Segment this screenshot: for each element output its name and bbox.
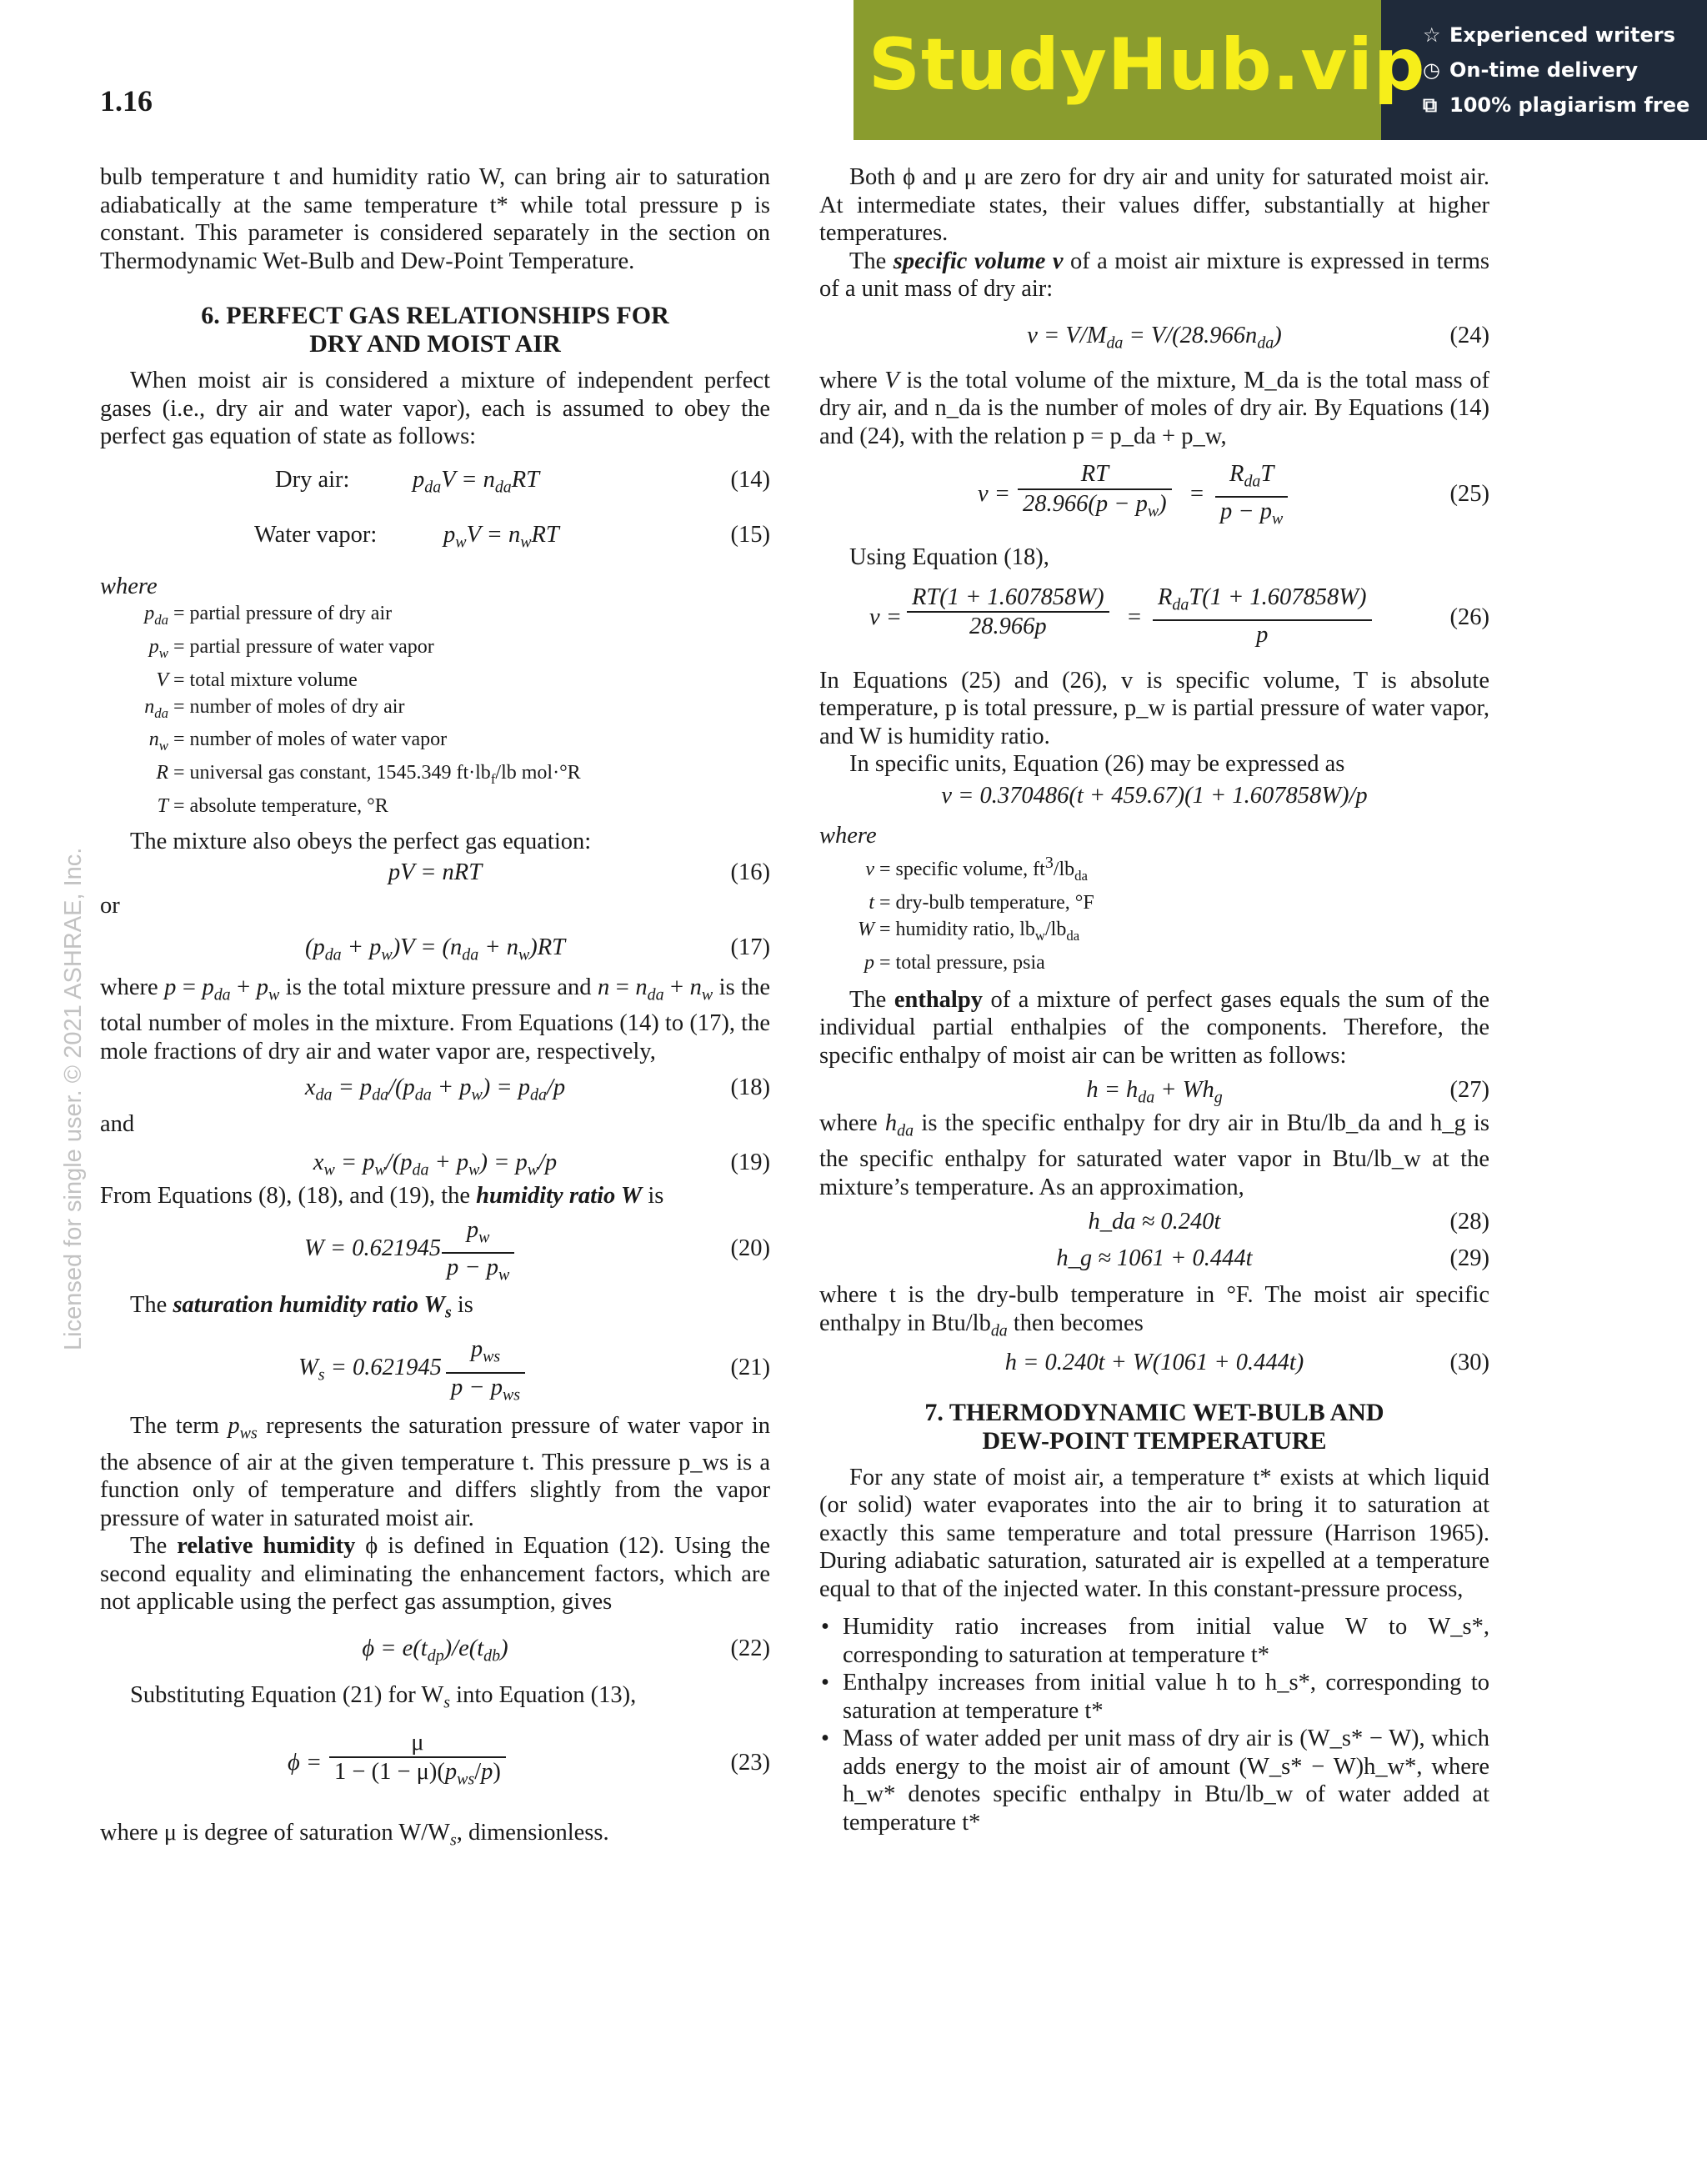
connector-text: and bbox=[100, 1111, 135, 1138]
equation-26-units: v = 0.370486(t + 459.67)(1 + 1.607858W)/p bbox=[941, 782, 1368, 809]
paragraph: The mixture also obeys the perfect gas equation: bbox=[130, 828, 592, 854]
equation-17: $(p_{da} + p_w)V = (n_{da} + n_w)RT$ (17) bbox=[304, 934, 770, 964]
paragraph: Substituting Equation (21) for $W_s$ into Equation (13), bbox=[130, 1681, 637, 1712]
equation-24: $v = V/M_{da} = V/(28.966n_{da})$ (24) bbox=[1027, 322, 1489, 353]
equation-15: Water vapor: $p_wV = n_wRT$ (15) bbox=[254, 521, 770, 552]
section-heading: 7. THERMODYNAMIC WET-BULB AND bbox=[924, 1398, 1384, 1426]
list-item: • Humidity ratio increases from initial value W to W_s*, corresponding to saturation at temperature t* bbox=[819, 1613, 1489, 1669]
paragraph: In specific units, Equation (26) may be expressed as bbox=[849, 751, 1345, 777]
equation-30: h = 0.240t + W(1061 + 0.444t) (30) bbox=[1004, 1349, 1489, 1375]
star-icon: ☆ bbox=[1423, 23, 1441, 47]
left-column bbox=[100, 163, 770, 1855]
section-heading: DRY AND MOIST AIR bbox=[309, 330, 561, 358]
equation-22: $\phi = e(t_{dp})/e(t_{db})$ (22) bbox=[362, 1635, 770, 1666]
paragraph: where V is the total volume of the mixture, M_da is the total mass of dry air, and n_da is the number of moles of dry air. By Equations (14) and (24), with the relation p = p_da + p_w, bbox=[819, 367, 1489, 449]
equation-29: h_g ≈ 1061 + 0.444t (29) bbox=[1056, 1245, 1489, 1272]
paragraph: For any state of moist air, a temperature t* exists at which liquid (or solid) water evaporates into the air to bring it to saturation at exactly this same temperature and total pressure (Harrison 1965). During adiabatic saturation, saturated air is expelled at a temperature equal to that of the injected water. In this constant-pressure process, bbox=[819, 1464, 1489, 1602]
paragraph: The saturation humidity ratio $W_s$ is bbox=[130, 1292, 473, 1322]
paragraph: In Equations (25) and (26), v is specific volume, T is absolute temperature, p is total pressure, p_w is partial pressure of water vapor, and W is humidity ratio. bbox=[819, 667, 1489, 749]
section-heading: 6. PERFECT GAS RELATIONSHIPS FOR bbox=[201, 302, 669, 329]
paragraph: The specific volume v of a moist air mixture is expressed in terms of a unit mass of dry air: bbox=[819, 248, 1489, 302]
paragraph: Both ϕ and μ are zero for dry air and unity for saturated moist air. At intermediate states, their values differ, substantially at higher temperatures. bbox=[819, 164, 1489, 246]
where-label: where bbox=[100, 573, 158, 599]
paragraph: The enthalpy of a mixture of perfect gases equals the sum of the individual partial enthalpies of the components. Therefore, the specific enthalpy of moist air can be written as follows: bbox=[819, 986, 1490, 1069]
paragraph: The term $p_{ws}$ represents the saturation pressure of water vapor in the absence of air at the given temperature t. This pressure p_ws is a function only of temperature and differs slightly from the vapor pressure of water in saturated moist air. bbox=[100, 1413, 770, 1531]
equation-25: v = $\frac{RT}{28.966(p - p_w)}$ = $R_{da}T$ $p - p_w$ (25) bbox=[978, 461, 1489, 528]
equation-28: h_da ≈ 0.240t (28) bbox=[1088, 1209, 1489, 1235]
equation-20: W = 0.621945 $\frac{p_w}{p - p_w}$ (20) bbox=[304, 1217, 770, 1285]
equation-19: $x_w = p_w/(p_{da} + p_w) = p_w/p$ (19) bbox=[313, 1149, 770, 1180]
list-item: • Enthalpy increases from initial value h to h_s*, corresponding to saturation at temperature t* bbox=[819, 1669, 1489, 1725]
paragraph: where μ is degree of saturation $W/W_s$, dimensionless. bbox=[100, 1819, 609, 1850]
symbol-list: $p_{da}$ = partial pressure of dry air $p_w$ = partial pressure of water vapor V = total mixture volume $n_{da}$ = number of moles of dry air $n_w$ = number of moles of water vapor R = universal gas constant, 1545.349 $ft\cdot lb_f/lb$ mol·°R T = absolute temperature, °R bbox=[144, 603, 581, 817]
list-item: • Mass of water added per unit mass of dry air is (W_s* − W), which adds energy to the moist air of amount (W_s* − W)h_w*, where h_w* denotes specific enthalpy in Btu/lb_w of water added at temperature t* bbox=[819, 1725, 1489, 1836]
equation-14: Dry air: $p_{da}V = n_{da}RT$ (14) bbox=[275, 466, 770, 497]
right-column bbox=[819, 163, 1489, 1836]
paragraph: where $h_{da}$ is the specific enthalpy for dry air in Btu/lb_da and h_g is the specific enthalpy for saturated water vapor in Btu/lb_w at the mixture’s temperature. As an approximation, bbox=[819, 1110, 1489, 1200]
where-label: where bbox=[819, 822, 877, 849]
feature-on-time: ◷ On-time delivery bbox=[1423, 58, 1639, 82]
paragraph: Using Equation (18), bbox=[849, 544, 1049, 570]
equation-23: ϕ = μ $1 - (1 - \mu)(p_{ws}/p)$ (23) bbox=[288, 1729, 770, 1789]
connector-text: or bbox=[100, 893, 120, 919]
paragraph: where t is the dry-bulb temperature in °F. The moist air specific enthalpy in Btu/$lb_{da}$ then becomes bbox=[819, 1282, 1489, 1340]
equation-16: pV = nRT (16) bbox=[388, 859, 770, 886]
equation-27: $h = h_{da} + Wh_g$ (27) bbox=[1086, 1077, 1489, 1107]
paragraph: bulb temperature t and humidity ratio W, can bring air to saturation adiabatically at the same temperature t* while total pressure p is constant. This parameter is considered separately in the section on Thermodynamic Wet-Bulb and Dew-Point Temperature. bbox=[100, 164, 770, 274]
feature-plagiarism: ⧉ 100% plagiarism free bbox=[1423, 93, 1690, 117]
license-watermark: Licensed for single user. © 2021 ASHRAE, Inc. bbox=[60, 847, 87, 1350]
brand-logo[interactable]: StudyHub.vip bbox=[869, 23, 1426, 107]
section-heading: DEW-POINT TEMPERATURE bbox=[982, 1426, 1327, 1455]
paragraph: From Equations (8), (18), and (19), the humidity ratio W is bbox=[100, 1182, 664, 1209]
paragraph: where $p = p_{da} + p_w$ is the total mixture pressure and $n = n_{da} + n_w$ is the total number of moles in the mixture. From Equations (14) to (17), the mole fractions of dry air and water vapor are, respectively, bbox=[100, 974, 770, 1064]
paragraph: When moist air is considered a mixture of independent perfect gases (i.e., dry air and water vapor), each is assumed to obey the perfect gas equation of state as follows: bbox=[100, 368, 770, 449]
copy-icon: ⧉ bbox=[1423, 93, 1438, 117]
feature-experienced: ☆ Experienced writers bbox=[1423, 23, 1675, 47]
symbol-list: v = specific volume, $ft^3/lb_{da}$ t = dry-bulb temperature, °F W = humidity ratio, $lb_w/lb_{da}$ p = total pressure, psia bbox=[858, 854, 1094, 974]
equation-26: v = $\frac{RT(1 + 1.607858W)}{28.966p}$ = $R_{da}T(1 + 1.607858W)$ p (26) bbox=[869, 584, 1489, 648]
clock-icon: ◷ bbox=[1423, 58, 1440, 82]
page-number: 1.16 bbox=[100, 84, 153, 118]
paragraph: The relative humidity ϕ is defined in Equation (12). Using the second equality and eliminating the enhancement factors, which are not applicable using the perfect gas assumption, gives bbox=[100, 1533, 771, 1615]
equation-18: $x_{da} = p_{da}/(p_{da} + p_w) = p_{da}/p$ (18) bbox=[304, 1074, 770, 1105]
equation-21: $W_s = 0.621945$ $p_{ws}$ $p - p_{ws}$ (21) bbox=[298, 1336, 770, 1405]
